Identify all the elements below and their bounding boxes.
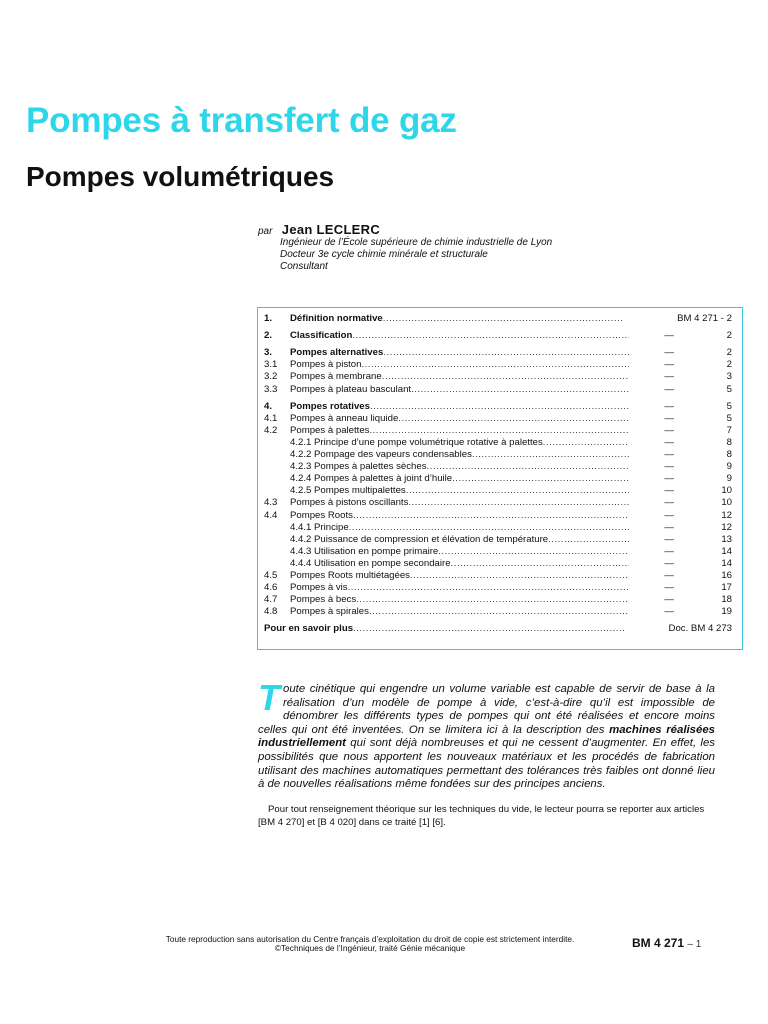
toc-page: 2 (726, 330, 732, 342)
toc-label (290, 558, 629, 570)
author-line (258, 222, 738, 237)
toc-page: 12 (721, 509, 732, 521)
toc-dash: — (664, 485, 674, 497)
toc-label (290, 497, 629, 509)
toc-dash: — (664, 521, 674, 533)
toc-entry (258, 461, 742, 473)
toc-entry (258, 401, 742, 413)
toc-label (290, 522, 629, 534)
toc-entry (258, 485, 742, 497)
toc-label-text: Pompes à vis (290, 582, 348, 594)
toc-dash: — (664, 473, 674, 485)
toc-leader (353, 510, 629, 522)
toc-page: 9 (726, 461, 732, 473)
toc-label-text: 4.2.5 Pompes multipalettes (290, 485, 406, 497)
toc-leader (438, 546, 629, 558)
toc-dash: — (664, 509, 674, 521)
toc-label-text: Définition normative (290, 313, 383, 324)
toc-label (290, 546, 629, 558)
document-subtitle: Pompes volumétriques (26, 161, 335, 192)
toc-leader (352, 330, 629, 342)
toc-label-text: 4.4.3 Utilisation en pompe primaire (290, 545, 439, 557)
toc-label (290, 359, 629, 371)
toc-page: 14 (721, 545, 732, 557)
toc-label-text: Pompes à becs (290, 594, 357, 606)
toc-label (290, 582, 629, 594)
toc-label (290, 384, 629, 396)
toc-label-text: Pompes à piston (290, 359, 362, 371)
toc-dash: — (664, 533, 674, 545)
toc-entry (258, 437, 742, 449)
toc-label (290, 473, 629, 485)
toc-label (290, 330, 629, 342)
toc-label-text: 4.4.1 Principe (290, 521, 349, 533)
toc-page: 16 (721, 570, 732, 581)
toc-entry (258, 313, 742, 325)
toc-leader (548, 534, 629, 546)
intro-text-part1: oute cinétique qui engendre un volume variable est capable de servir de base à la réalisation d’un modèle de pompe à vide, c’est-à-dire qu’il est impossible de dénombrer les différents types de pompes qui ont été réalisées et encore moins celles qui ont été inventées. On se limitera ici à la description des (258, 683, 715, 736)
toc-entry (258, 384, 742, 396)
toc-leader (369, 606, 629, 618)
toc-leader (408, 497, 629, 509)
toc-leader (361, 359, 629, 371)
toc-number: 4.4 (264, 509, 278, 521)
toc-label-text: Pompes à anneau liquide (290, 412, 399, 424)
drop-cap: T (258, 677, 280, 718)
toc-label (290, 461, 629, 473)
toc-entry (258, 522, 742, 534)
toc-label-text: 4.2.3 Pompes à palettes sèches (290, 461, 427, 473)
toc-label (290, 510, 629, 522)
toc-leader (543, 437, 629, 449)
toc-dash: — (664, 594, 674, 606)
toc-page: 12 (721, 521, 732, 533)
toc-dash: — (664, 557, 674, 569)
toc-dash: — (664, 347, 674, 359)
reference-note: Pour tout renseignement théorique sur les techniques du vide, le lecteur pourra se reporter aux articles [BM 4 270] et [B 4 020] dans ce traité [1] [6]. (258, 804, 705, 828)
toc-page: 2 (726, 359, 732, 371)
toc-page: 8 (726, 449, 732, 460)
toc-number: 3.2 (264, 371, 278, 383)
toc-dash: — (664, 412, 674, 424)
author-prefix: par (258, 226, 273, 237)
toc-page: 7 (726, 424, 732, 436)
toc-dash: — (664, 461, 674, 473)
toc-number: 2. (264, 330, 273, 342)
toc-label (290, 313, 624, 325)
author-credential: Docteur 3e cycle chimie minérale et structurale (280, 249, 488, 260)
toc-label (290, 485, 629, 497)
toc-entry (258, 510, 742, 522)
toc-entry (258, 425, 742, 437)
toc-entry (258, 558, 742, 570)
toc-leader (406, 485, 629, 497)
toc-page: 19 (721, 606, 732, 618)
toc-leader (427, 461, 629, 473)
toc-label-text: Pompes à spirales (290, 606, 369, 618)
toc-label-text: Pompes alternatives (290, 347, 384, 359)
toc-page: 8 (726, 436, 732, 448)
toc-dash: — (664, 449, 674, 460)
toc-dash: — (664, 570, 674, 581)
toc-leader (370, 401, 629, 413)
toc-page: Doc. BM 4 273 (668, 623, 732, 635)
toc-label (264, 623, 624, 635)
page-reference (632, 936, 701, 950)
toc-label-text: 4.2.2 Pompage des vapeurs condensables (290, 449, 472, 460)
toc-entry (258, 497, 742, 509)
intro-text-part2: qui sont déjà nombreuses et qui ne cessent d’augmenter. En effet, les possibilités que nous apportent les nouveaux matériaux et les procédés de fabrication utilisant des machines automatiques permettant des tolérances très faibles ont donné lieu à de nouvelles réalisations même fondées sur des principes anciens. (258, 737, 715, 791)
toc-label-text: 4.2.1 Principe d’une pompe volumétrique rotative à palettes (290, 436, 543, 448)
toc-leader (382, 371, 629, 383)
toc-number: 4.7 (264, 594, 278, 606)
toc-dash: — (664, 424, 674, 436)
toc-dash: — (664, 383, 674, 395)
document-ref: BM 4 271 (632, 936, 685, 950)
toc-entry (258, 371, 742, 383)
toc-label-text: Pompes à pistons oscillants (290, 497, 409, 509)
toc-entry (258, 330, 742, 342)
toc-page: 5 (726, 400, 732, 412)
toc-leader (353, 623, 624, 635)
copyright-line: Toute reproduction sans autorisation du Centre français d’exploitation du droit de copie est strictement interdite. (165, 934, 575, 944)
toc-leader (472, 449, 629, 461)
toc-leader (452, 473, 629, 485)
toc-entry (258, 582, 742, 594)
toc-leader (356, 594, 629, 606)
toc-number: 4.6 (264, 582, 278, 594)
toc-label (290, 401, 629, 413)
toc-label (290, 449, 629, 461)
toc-number: 3. (264, 347, 273, 359)
toc-entry (258, 570, 742, 582)
toc-dash: — (664, 582, 674, 594)
toc-page: 14 (721, 557, 732, 569)
toc-number: 4.1 (264, 412, 278, 424)
toc-label (290, 570, 629, 582)
toc-page: 5 (726, 383, 732, 395)
toc-entry (258, 606, 742, 618)
toc-entry (258, 594, 742, 606)
toc-label (290, 413, 629, 425)
page-number: – 1 (687, 939, 702, 950)
toc-label-text: 4.2.4 Pompes à palettes à joint d’huile (290, 473, 453, 485)
toc-page: 10 (721, 485, 732, 497)
toc-leader (349, 522, 629, 534)
toc-leader (383, 347, 629, 359)
toc-number: 3.3 (264, 383, 278, 395)
toc-entry (258, 534, 742, 546)
toc-entry (258, 413, 742, 425)
toc-number: 4.8 (264, 606, 278, 618)
toc-label (290, 594, 629, 606)
toc-page: 13 (721, 533, 732, 545)
toc-entry (258, 359, 742, 371)
intro-emphasis: machines réalisées industriellement (258, 723, 715, 750)
toc-leader (398, 413, 629, 425)
toc-entry (258, 473, 742, 485)
toc-entry (258, 347, 742, 359)
toc-leader (410, 570, 629, 582)
toc-page: 17 (721, 582, 732, 594)
toc-dash: — (664, 606, 674, 618)
toc-label-text: 4.4.2 Puissance de compression et élévation de température (290, 533, 549, 545)
toc-label (290, 606, 629, 618)
toc-page: BM 4 271 - 2 (677, 313, 732, 324)
toc-dash: — (664, 545, 674, 557)
toc-leader (369, 425, 629, 437)
toc-label-text: Pompes à palettes (290, 424, 370, 436)
toc-label-text: Pompes à plateau basculant (290, 383, 412, 395)
copyright-notice (130, 935, 610, 952)
author-block (258, 222, 738, 273)
toc-label (290, 425, 629, 437)
toc-dash: — (664, 359, 674, 371)
toc-label-text: Pompes Roots (290, 509, 353, 521)
toc-dash: — (664, 436, 674, 448)
toc-number: 3.1 (264, 359, 278, 371)
toc-label-text: Pompes à membrane (290, 371, 382, 383)
toc-entry (258, 449, 742, 461)
toc-page: 3 (726, 371, 732, 383)
toc-label (290, 347, 629, 359)
toc-page: 2 (726, 347, 732, 359)
toc-leader (383, 313, 624, 325)
toc-page: 9 (726, 473, 732, 485)
toc-page: 10 (721, 497, 732, 509)
toc-label-text: Classification (290, 330, 353, 342)
intro-paragraph (258, 677, 715, 792)
toc-entry (258, 546, 742, 558)
document-title: Pompes à transfert de gaz (26, 101, 457, 140)
toc-number: 4. (264, 400, 273, 412)
toc-label-text: Pompes Roots multiétagées (290, 570, 410, 581)
toc-dash: — (664, 330, 674, 342)
toc-label-text: Pompes rotatives (290, 400, 370, 412)
toc-dash: — (664, 400, 674, 412)
toc-page: 5 (726, 412, 732, 424)
toc-leader (348, 582, 629, 594)
toc-leader (451, 558, 629, 570)
toc-label (290, 371, 629, 383)
toc-dash: — (664, 497, 674, 509)
toc-entry (258, 623, 742, 635)
toc-page: 18 (721, 594, 732, 606)
toc-label-text: Pour en savoir plus (264, 623, 354, 635)
toc-dash: — (664, 371, 674, 383)
author-credential: Consultant (280, 261, 328, 272)
table-of-contents (257, 307, 743, 650)
toc-leader (411, 384, 629, 396)
toc-number: 4.5 (264, 570, 278, 581)
toc-number: 4.3 (264, 497, 278, 509)
author-name: Jean LECLERC (281, 222, 381, 237)
toc-number: 4.2 (264, 424, 278, 436)
toc-label-text: 4.4.4 Utilisation en pompe secondaire (290, 557, 451, 569)
toc-number: 1. (264, 313, 273, 324)
author-credential: Ingénieur de l’École supérieure de chimie industrielle de Lyon (280, 237, 553, 248)
toc-label (290, 437, 629, 449)
copyright-line: ©Techniques de l’Ingénieur, traité Génie mécanique (274, 942, 466, 953)
toc-label (290, 534, 629, 546)
